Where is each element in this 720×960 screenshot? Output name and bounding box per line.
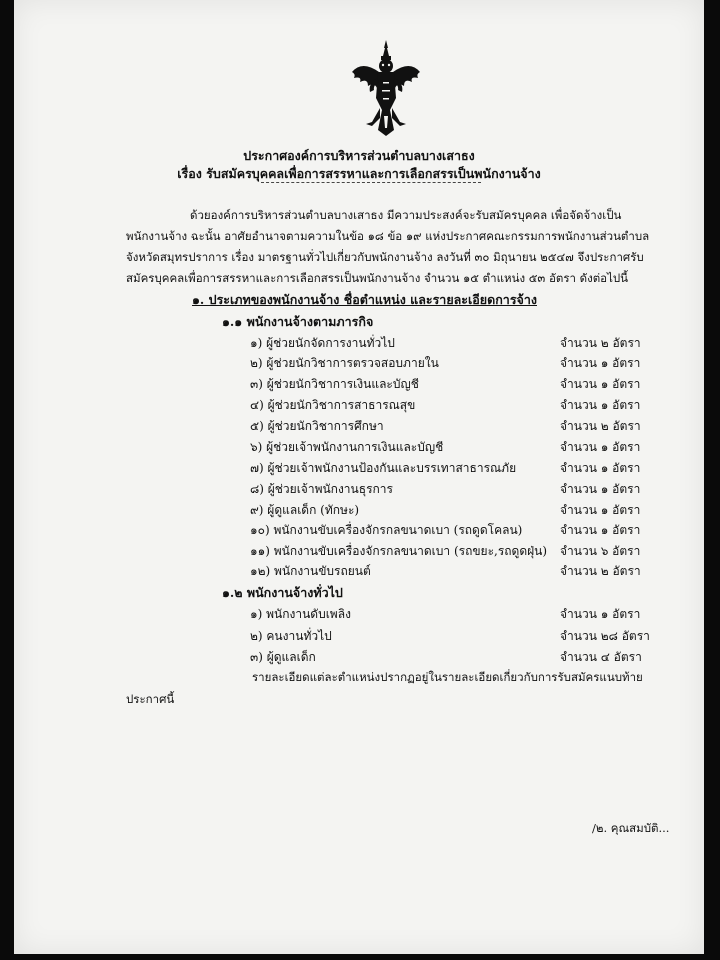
position-count: จำนวน ๑ อัตรา bbox=[560, 523, 641, 537]
section-1-2-heading: ๑.๒ พนักงานจ้างทั่วไป bbox=[222, 585, 343, 600]
intro-line-1: ด้วยองค์การบริหารส่วนตำบลบางเสาธง มีความประสงค์จะรับสมัครบุคคล เพื่อจัดจ้างเป็น bbox=[190, 208, 622, 222]
list-item bbox=[250, 604, 680, 624]
position-count: จำนวน ๑ อัตรา bbox=[560, 482, 641, 496]
list-item bbox=[250, 500, 680, 520]
position-name: ๒) คนงานทั่วไป bbox=[250, 629, 332, 643]
position-name: ๙) ผู้ดูแลเด็ก (ทักษะ) bbox=[250, 503, 360, 517]
section-1-1-heading: ๑.๑ พนักงานจ้างตามภารกิจ bbox=[222, 314, 374, 329]
position-count: จำนวน ๑ อัตรา bbox=[560, 607, 641, 621]
closing-line-1: รายละเอียดแต่ละตำแหน่งปรากฏอยู่ในรายละเอียดเกี่ยวกับการรับสมัครแนบท้าย bbox=[252, 670, 643, 684]
position-name: ๔) ผู้ช่วยนักวิชาการสาธารณสุข bbox=[250, 398, 416, 412]
intro-line-3: จังหวัดสมุทรปราการ เรื่อง มาตรฐานทั่วไปเกี่ยวกับพนักงานจ้าง ลงวันที่ ๓๐ มิถุนายน ๒๕๔๗ จึงประกาศรับ bbox=[126, 250, 644, 264]
closing-line-2: ประกาศนี้ bbox=[126, 692, 175, 706]
list-item bbox=[250, 333, 680, 353]
list-item bbox=[250, 374, 680, 394]
position-name: ๑๐) พนักงานขับเครื่องจักรกลขนาดเบา (รถดูดโคลน) bbox=[250, 523, 523, 537]
position-count: จำนวน ๑ อัตรา bbox=[560, 377, 641, 391]
intro-line-2: พนักงานจ้าง ฉะนั้น อาศัยอำนาจตามความในข้อ ๑๘ ข้อ ๑๙ แห่งประกาศคณะกรรมการพนักงานส่วนตำบล bbox=[126, 229, 650, 243]
list-item bbox=[250, 561, 680, 581]
list-item bbox=[250, 416, 680, 436]
position-count: จำนวน ๒ อัตรา bbox=[560, 564, 641, 578]
section-1-heading: ๑. ประเภทของพนักงานจ้าง ชื่อตำแหน่ง และรายละเอียดการจ้าง bbox=[192, 292, 537, 307]
document-page bbox=[14, 0, 704, 954]
position-name: ๑) ผู้ช่วยนักจัดการงานทั่วไป bbox=[250, 336, 395, 350]
position-name: ๒) ผู้ช่วยนักวิชาการตรวจสอบภายใน bbox=[250, 356, 439, 370]
list-item bbox=[250, 437, 680, 457]
position-name: ๕) ผู้ช่วยนักวิชาการศึกษา bbox=[250, 419, 384, 433]
list-item bbox=[250, 395, 680, 415]
list-item bbox=[250, 353, 680, 373]
position-count: จำนวน ๖ อัตรา bbox=[560, 544, 641, 558]
position-name: ๗) ผู้ช่วยเจ้าพนักงานป้องกันและบรรเทาสาธารณภัย bbox=[250, 461, 517, 475]
list-item bbox=[250, 647, 680, 667]
list-item bbox=[250, 520, 680, 540]
list-item bbox=[250, 479, 680, 499]
continuation-note: /๒. คุณสมบัติ... bbox=[592, 821, 670, 835]
document-subject: เรื่อง รับสมัครบุคคลเพื่อการสรรหาและการเลือกสรรเป็นพนักงานจ้าง bbox=[177, 166, 541, 181]
position-count: จำนวน ๑ อัตรา bbox=[560, 440, 641, 454]
list-item bbox=[250, 626, 680, 646]
position-name: ๑๑) พนักงานขับเครื่องจักรกลขนาดเบา (รถขยะ,รถดูดฝุ่น) bbox=[250, 544, 548, 558]
position-count: จำนวน ๒ อัตรา bbox=[560, 419, 641, 433]
divider-line bbox=[261, 182, 481, 183]
position-count: จำนวน ๑ อัตรา bbox=[560, 503, 641, 517]
garuda-emblem-icon bbox=[350, 38, 422, 138]
position-count: จำนวน ๒ อัตรา bbox=[560, 336, 641, 350]
position-count: จำนวน ๑ อัตรา bbox=[560, 461, 641, 475]
position-count: จำนวน ๒๘ อัตรา bbox=[560, 629, 650, 643]
position-count: จำนวน ๑ อัตรา bbox=[560, 356, 641, 370]
position-count: จำนวน ๔ อัตรา bbox=[560, 650, 642, 664]
document-title: ประกาศองค์การบริหารส่วนตำบลบางเสาธง bbox=[243, 148, 475, 163]
position-name: ๘) ผู้ช่วยเจ้าพนักงานธุรการ bbox=[250, 482, 393, 496]
list-item bbox=[250, 458, 680, 478]
position-name: ๓) ผู้ช่วยนักวิชาการเงินและบัญชี bbox=[250, 377, 419, 391]
list-item bbox=[250, 541, 680, 561]
intro-line-4: สมัครบุคคลเพื่อการสรรหาและการเลือกสรรเป็นพนักงานจ้าง จำนวน ๑๕ ตำแหน่ง ๕๓ อัตรา ดังต่อไปนี้ bbox=[126, 271, 629, 285]
position-name: ๑๒) พนักงานขับรถยนต์ bbox=[250, 564, 371, 578]
position-name: ๑) พนักงานดับเพลิง bbox=[250, 607, 351, 621]
position-name: ๖) ผู้ช่วยเจ้าพนักงานการเงินและบัญชี bbox=[250, 440, 444, 454]
position-count: จำนวน ๑ อัตรา bbox=[560, 398, 641, 412]
position-name: ๓) ผู้ดูแลเด็ก bbox=[250, 650, 316, 664]
